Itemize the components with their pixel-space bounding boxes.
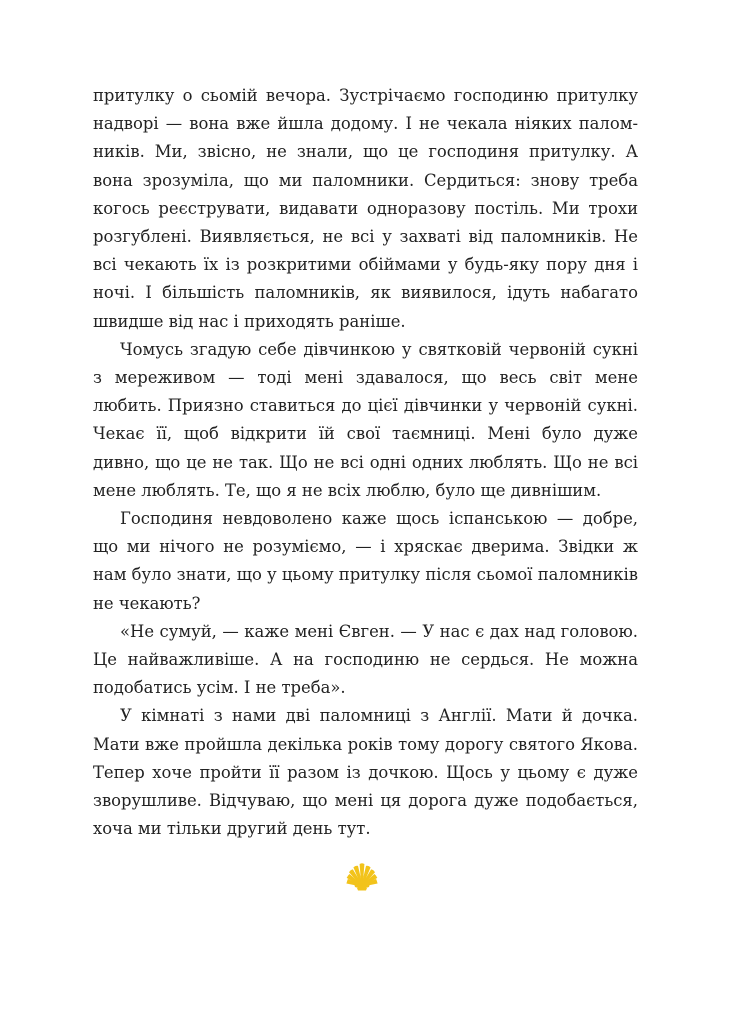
paragraph-1: притулку о сьомій вечора. Зустрічаємо господиню притулку надворі — вона вже йшла додому. І не чекала ніяких паломників. Ми, звісно, не знали, що це господиня притулку. А вона зрозуміла, що ми паломники. Сердиться: знову треба когось реєструвати, видавати одноразову постіль. Ми трохи розгублені. Виявляється, не всі у захваті від паломників. Не всі чекають їх із розкритими обіймами у будь-яку пору дня і ночі. І більшість паломників, як виявилося, ідуть набагато швидше від нас і приходять раніше. <box>93 86 638 331</box>
paragraph-3: Господиня невдоволено каже щось іспанською — добре, що ми нічого не розуміємо, — і хряскає дверима. Звідки ж нам було знати, що у цьому притулку після сьомої паломників не чекають? <box>93 509 639 613</box>
paragraph-4: «Не сумуй, — каже мені Євген. — У нас є дах над головою. Це найважливіше. А на господиню не сердься. Не можна подобатись усім. І не треба». <box>93 621 638 698</box>
body-text <box>93 82 638 843</box>
paragraph-5: У кімнаті з нами дві паломниці з Англії. Мати й дочка. Мати вже пройшла декілька років тому дорогу святого Якова. Тепер хоче пройти її разом із дочкою. Щось у цьому є дуже зворушливе. Відчуваю, що мені ця дорога дуже подобається, хоча ми тільки другий день тут. <box>93 706 638 839</box>
paragraph-2: Чомусь згадую себе дівчинкою у святковій червоній сукні з мереживом — тоді мені здавалося, що весь світ мене любить. Приязно ставиться до цієї дівчинки у червоній сукні. Чекає її, щоб відкрити їй свої таємниці. Мені було дуже дивно, що це не так. Що не всі одні одних люблять. Що не всі мене люблять. Те, що я не всіх люблю, було ще дивнішим. <box>93 339 638 500</box>
scallop-shell-icon <box>341 855 383 891</box>
